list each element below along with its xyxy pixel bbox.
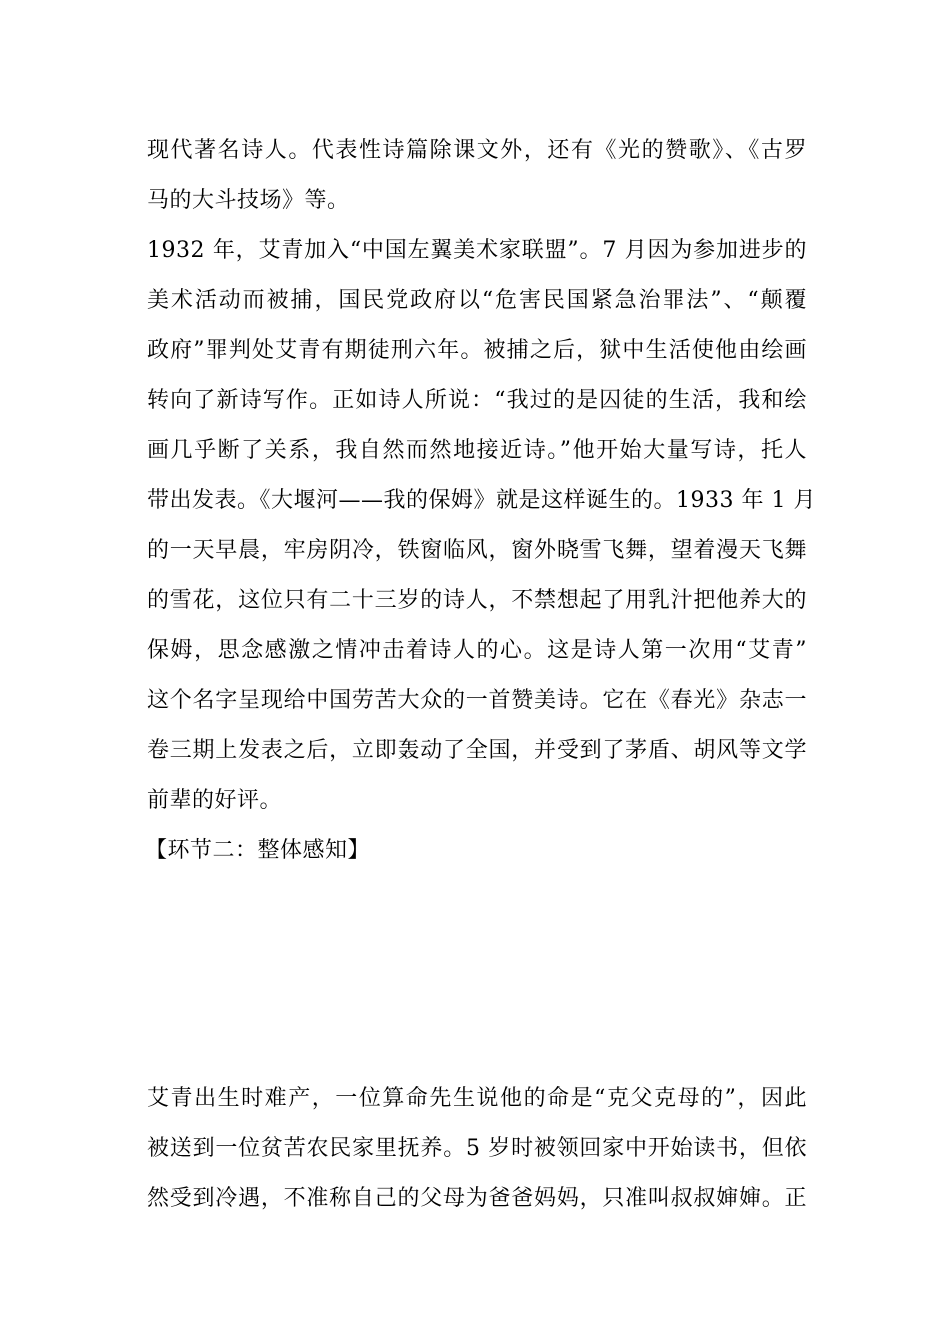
- paragraph-2-line-10: 这个名字呈现给中国劳苦大众的一首赞美诗。它在《春光》杂志一: [147, 688, 807, 713]
- paragraph-2-line-3: 政府”罪判处艾青有期徒刑六年。被捕之后，狱中生活使他由绘画: [147, 338, 807, 363]
- paragraph-2-line-9: 保姆，思念感激之情冲击着诗人的心。这是诗人第一次用“艾青”: [147, 638, 807, 663]
- paragraph-2-line-7: 的一天早晨，牢房阴冷，铁窗临风，窗外晓雪飞舞，望着漫天飞舞: [147, 538, 807, 563]
- paragraph-3-line-2: 被送到一位贫苦农民家里抚养。5 岁时被领回家中开始读书，但依: [147, 1136, 807, 1161]
- paragraph-3-line-1: 艾青出生时难产，一位算命先生说他的命是“克父克母的”，因此: [147, 1086, 807, 1111]
- paragraph-2-line-6: 带出发表。《大堰河——我的保姆》就是这样诞生的。1933 年 1 月: [147, 488, 816, 513]
- section-heading: 【环节二：整体感知】: [145, 838, 371, 863]
- paragraph-1-line-2: 马的大斗技场》等。: [147, 188, 350, 213]
- paragraph-2-line-1: 1932 年，艾青加入“中国左翼美术家联盟”。7 月因为参加进步的: [147, 238, 807, 263]
- paragraph-2-line-5: 画几乎断了关系，我自然而然地接近诗。”他开始大量写诗，托人: [147, 438, 807, 463]
- paragraph-1-line-1: 现代著名诗人。代表性诗篇除课文外，还有《光的赞歌》、《古罗: [147, 138, 807, 163]
- paragraph-2-line-11: 卷三期上发表之后，立即轰动了全国，并受到了茅盾、胡风等文学: [147, 738, 807, 763]
- paragraph-2-line-12: 前辈的好评。: [147, 788, 283, 813]
- paragraph-2-line-8: 的雪花，这位只有二十三岁的诗人，不禁想起了用乳汁把他养大的: [147, 588, 807, 613]
- paragraph-2-line-2: 美术活动而被捕，国民党政府以“危害民国紧急治罪法”、“颠覆: [147, 288, 807, 313]
- paragraph-2-line-4: 转向了新诗写作。正如诗人所说：“我过的是囚徒的生活，我和绘: [147, 388, 807, 413]
- paragraph-3-line-3: 然受到冷遇，不准称自己的父母为爸爸妈妈，只准叫叔叔婶婶。正: [147, 1186, 807, 1211]
